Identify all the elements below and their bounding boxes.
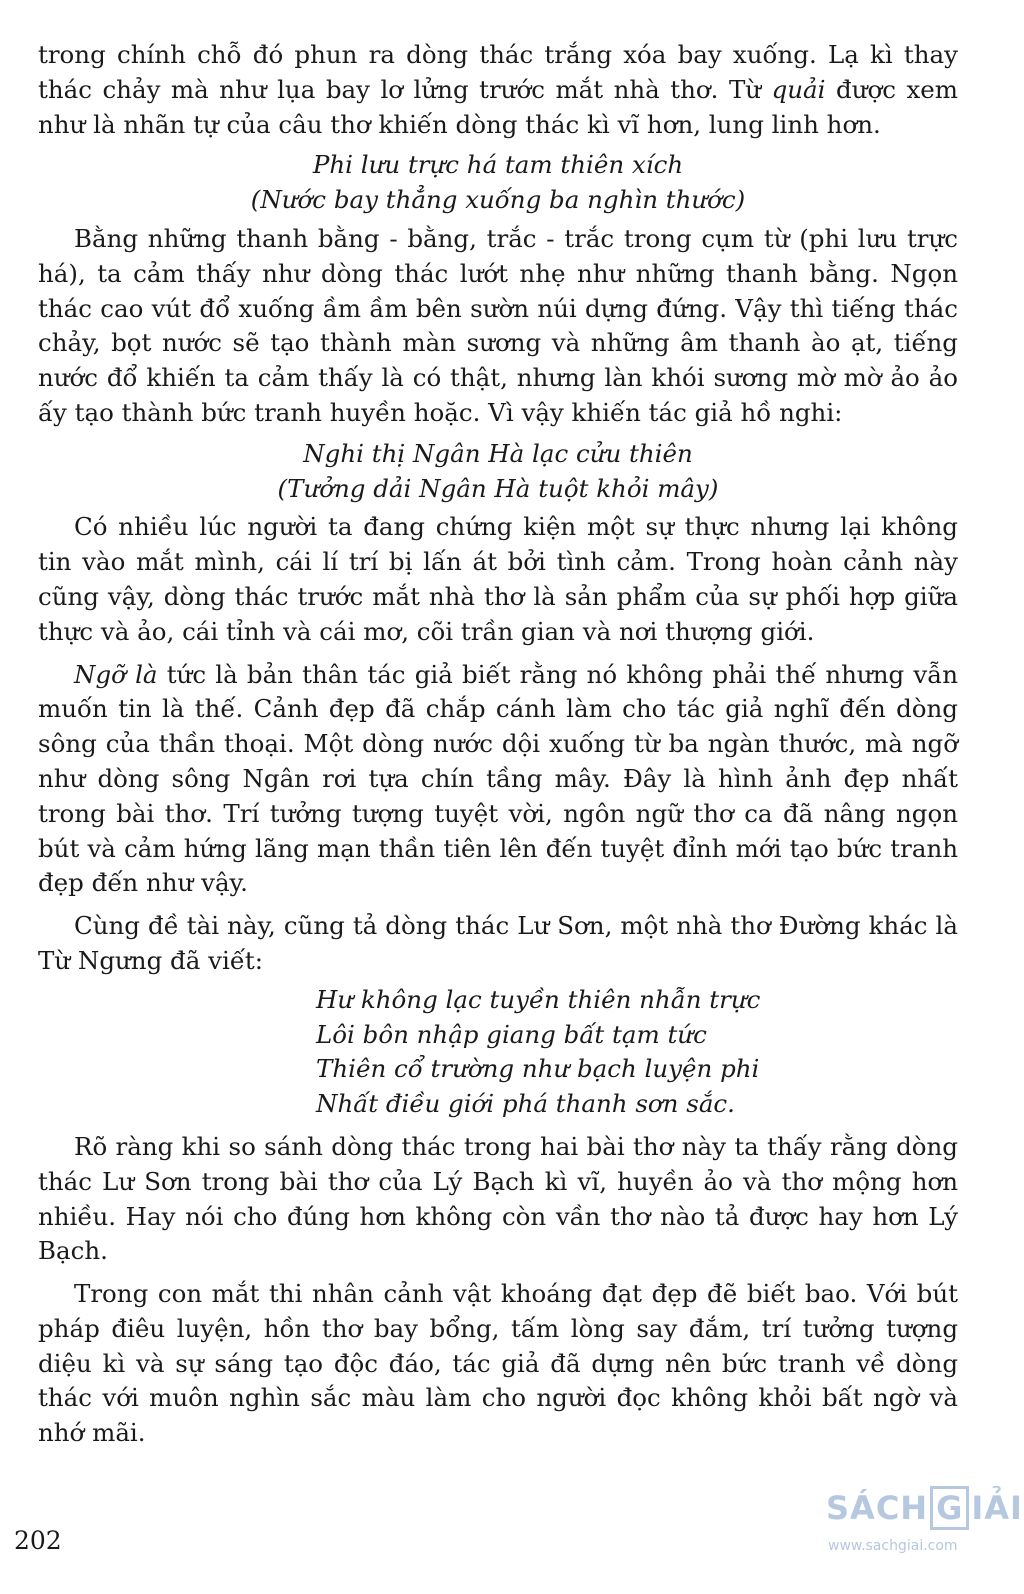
watermark-url: www.sachgiai.com — [828, 1538, 958, 1554]
watermark-brand-part1: SÁCH — [826, 1489, 929, 1527]
emphasis-ngo-la: Ngỡ là — [74, 659, 158, 689]
stanza-line: Lôi bôn nhập giang bất tạm tức — [316, 1019, 707, 1049]
verse-translation: (Tưởng dải Ngân Hà tuột khỏi mây) — [277, 473, 719, 503]
paragraph-1-text-b: được xem như là nhãn tự của câu thơ khiến dòng thác kì vĩ hơn, lung linh hơn. — [38, 74, 958, 139]
paragraph-1 — [38, 38, 958, 142]
page-body — [38, 38, 958, 1451]
paragraph-4-text: tức là bản thân tác giả biết rằng nó không phải thế nhưng vẫn muốn tin là thế. Cảnh đẹp đã chắp cánh làm cho tác giả nghĩ đến dòng sông của thần thoại. Một dòng nước dội xuống từ ba ngàn thước, mà ngỡ như dòng sông Ngân rơi tựa chín tầng mây. Đây là hình ảnh đẹp nhất trong bài thơ. Trí tưởng tượng tuyệt vời, ngôn ngữ thơ ca đã nâng ngọn bút và cảm hứng lãng mạn thần tiên lên đến tuyệt đỉnh mới tạo bức tranh đẹp đến như vậy. — [38, 659, 958, 898]
paragraph-7: Trong con mắt thi nhân cảnh vật khoáng đạt đẹp đẽ biết bao. Với bút pháp điêu luyện, hồn thơ bay bổng, tấm lòng say đắm, trí tưởng tượng diệu kì và sự sáng tạo độc đáo, tác giả đã dựng nên bức tranh về dòng thác với muôn nghìn sắc màu làm cho người đọc không khỏi bất ngờ và nhớ mãi. — [38, 1279, 958, 1448]
paragraph-4 — [38, 658, 958, 902]
paragraph-3: Có nhiều lúc người ta đang chứng kiện một sự thực nhưng lại không tin vào mắt mình, cái lí trí bị lấn át bởi tình cảm. Trong hoàn cảnh này cũng vậy, dòng thác trước mắt nhà thơ là sản phẩm của sự phối hợp giữa thực và ảo, cái tỉnh và cái mơ, cõi trần gian và nơi thượng giới. — [38, 512, 958, 646]
paragraph-5: Cùng đề tài này, cũng tả dòng thác Lư Sơn, một nhà thơ Đường khác là Từ Ngưng đã viết: — [38, 911, 958, 975]
watermark-logo — [826, 1486, 1023, 1566]
stanza-line: Nhất điều giới phá thanh sơn sắc. — [316, 1089, 735, 1119]
verse-1 — [38, 148, 958, 218]
poem-stanza — [38, 983, 958, 1122]
watermark-brand-part3: IẢI — [971, 1489, 1023, 1527]
watermark-brand — [826, 1486, 1023, 1530]
verse-line: Phi lưu trực há tam thiên xích — [312, 150, 684, 180]
verse-translation: (Nước bay thẳng xuống ba nghìn thước) — [250, 185, 746, 215]
page-number: 202 — [14, 1526, 62, 1555]
paragraph-6: Rõ ràng khi so sánh dòng thác trong hai bài thơ này ta thấy rằng dòng thác Lư Sơn trong bài thơ của Lý Bạch kì vĩ, huyền ảo và thơ mộng hơn nhiều. Hay nói cho đúng hơn không còn vần thơ nào tả được hay hơn Lý Bạch. — [38, 1131, 958, 1266]
paragraph-1-text-a: trong chính chỗ đó phun ra dòng thác trắng xóa bay xuống. Lạ kì thay thác chảy mà như lụa bay lơ lửng trước mắt nhà thơ. Từ — [38, 40, 958, 104]
paragraph-2: Bằng những thanh bằng - bằng, trắc - trắc trong cụm từ (phi lưu trực há), ta cảm thấy như dòng thác lướt nhẹ như những thanh bằng. Ngọn thác cao vút đổ xuống ầm ầm bên sườn núi dựng đứng. Vậy thì tiếng thác chảy, bọt nước sẽ tạo thành màn sương và những âm thanh ào ạt, tiếng nước đổ khiến ta cảm thấy là có thật, nhưng làn khói sương mờ mờ ảo ảo ấy tạo thành bức tranh huyền hoặc. Vì vậy khiến tác giả hồ nghi: — [38, 223, 958, 427]
emphasis-quai: quải — [771, 74, 826, 104]
verse-2 — [38, 437, 958, 507]
stanza-line: Thiên cổ trường như bạch luyện phi — [316, 1054, 760, 1084]
verse-line: Nghi thị Ngân Hà lạc cửu thiên — [303, 438, 693, 468]
watermark-brand-g: G — [930, 1486, 969, 1530]
stanza-line: Hư không lạc tuyền thiên nhẫn trực — [316, 984, 761, 1014]
